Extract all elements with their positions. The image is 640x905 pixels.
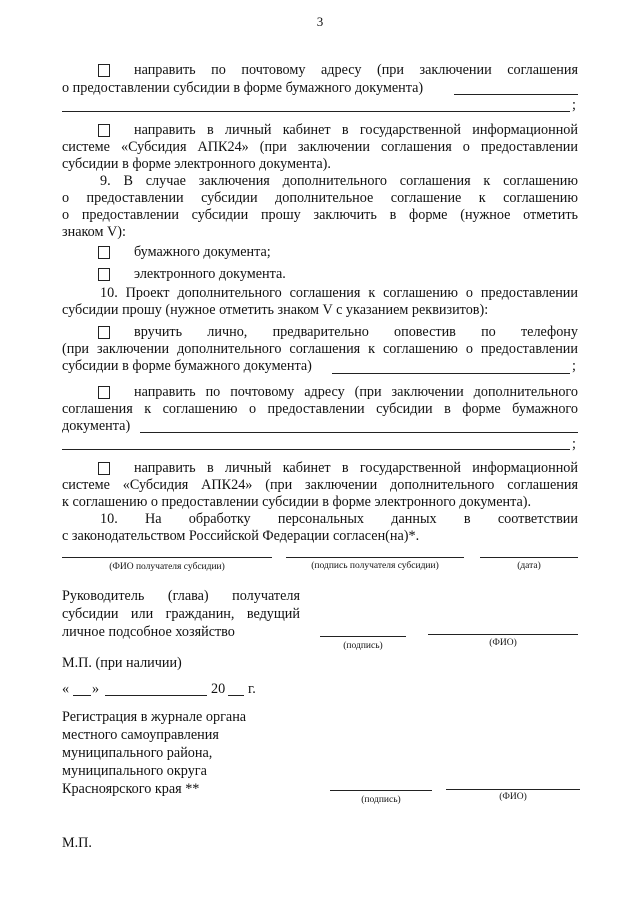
option-cabinet-line3: субсидии в форме электронного документа). — [62, 156, 331, 172]
date-close-quote: » — [92, 681, 100, 697]
checkbox-electronic[interactable] — [98, 268, 110, 281]
consent-line1: 10. На обработку персональных данных в соответствии — [100, 511, 578, 527]
item9-line1: 9. В случае заключения дополнительного соглашения к соглашению — [100, 173, 578, 189]
head-fio-caption: (ФИО) — [489, 638, 517, 648]
hand-line3: субсидии в форме бумажного документа) — [62, 358, 312, 374]
registration-fio-field[interactable] — [446, 789, 580, 790]
post2-end: ; — [572, 436, 576, 452]
date-year-field[interactable] — [228, 695, 244, 696]
checkbox-personal-cabinet[interactable] — [98, 124, 110, 137]
date-open-quote: « — [62, 681, 70, 697]
item10-line1: 10. Проект дополнительного соглашения к соглашению о предоставлении — [100, 285, 578, 301]
head-line2: субсидии или гражданин, ведущий — [62, 606, 300, 622]
registration-line4: муниципального округа — [62, 763, 207, 779]
registration-line3: муниципального района, — [62, 745, 213, 761]
registration-sign-caption: (подпись) — [361, 795, 401, 805]
post2-line2: соглашения к соглашению о предоставлении субсидии в форме бумажного — [62, 401, 578, 417]
cab2-line2: системе «Субсидия АПК24» (при заключении дополнительного соглашения — [62, 477, 578, 493]
checkbox-personal-cabinet-2[interactable] — [98, 462, 110, 475]
post-address-end: ; — [572, 97, 576, 113]
date-year-suffix: г. — [248, 681, 256, 697]
consent-line2: с законодательством Российской Федерации согласен(на)*. — [62, 528, 420, 544]
cab2-line1: направить в личный кабинет в государственной информационной — [134, 460, 578, 476]
phone-field[interactable] — [332, 373, 570, 374]
item9-line4: знаком V): — [62, 224, 126, 240]
head-sign-caption: (подпись) — [343, 641, 383, 651]
registration-sign-field[interactable] — [330, 790, 432, 791]
head-sign-field[interactable] — [320, 636, 406, 637]
checkbox-post-address[interactable] — [98, 64, 110, 77]
date-field[interactable] — [480, 557, 578, 558]
date-year-prefix: 20 — [211, 681, 226, 697]
registration-line1: Регистрация в журнале органа — [62, 709, 247, 725]
registration-line5: Красноярского края ** — [62, 781, 200, 797]
post-address-field-4[interactable] — [62, 449, 570, 450]
registration-line2: местного самоуправления — [62, 727, 219, 743]
checkbox-paper[interactable] — [98, 246, 110, 259]
date-caption: (дата) — [517, 561, 541, 571]
recipient-sign-caption: (подпись получателя субсидии) — [311, 561, 439, 571]
item9-line3: о предоставлении субсидии прошу заключить в форме (нужное отметить — [62, 207, 578, 223]
post-address-field[interactable] — [454, 94, 578, 95]
head-fio-field[interactable] — [428, 634, 578, 635]
page-number: 3 — [316, 14, 324, 29]
option-cabinet-line2: системе «Субсидия АПК24» (при заключении соглашения о предоставлении — [62, 139, 578, 155]
hand-line2: (при заключении дополнительного соглашения к соглашению о предоставлении — [62, 341, 578, 357]
option-electronic-label: электронного документа. — [134, 266, 286, 282]
post2-line3: документа) — [62, 418, 131, 434]
option-paper-label: бумажного документа; — [134, 244, 271, 260]
date-month-field[interactable] — [105, 695, 207, 696]
stamp-label-2: М.П. — [62, 835, 92, 851]
cab2-line3: к соглашению о предоставлении субсидии в форме электронного документа). — [62, 494, 532, 510]
recipient-fio-field[interactable] — [62, 557, 272, 558]
stamp-label-1: М.П. (при наличии) — [62, 655, 182, 671]
hand-end: ; — [572, 358, 576, 374]
hand-line1: вручить лично, предварительно оповестив по телефону — [134, 324, 578, 340]
option-post-line1: направить по почтовому адресу (при заключении соглашения — [134, 62, 578, 78]
head-line1: Руководитель (глава) получателя — [62, 588, 300, 604]
item10-line2: субсидии прошу (нужное отметить знаком V с указанием реквизитов): — [62, 302, 489, 318]
checkbox-post-address-2[interactable] — [98, 386, 110, 399]
option-cabinet-line1: направить в личный кабинет в государственной информационной — [134, 122, 578, 138]
date-day-field[interactable] — [73, 695, 91, 696]
item9-line2: о предоставлении субсидии дополнительное соглашение к соглашению — [62, 190, 578, 206]
post-address-field-2[interactable] — [62, 111, 570, 112]
checkbox-hand-deliver[interactable] — [98, 326, 110, 339]
head-line3: личное подсобное хозяйство — [62, 624, 235, 640]
recipient-fio-caption: (ФИО получателя субсидии) — [109, 562, 225, 572]
post-address-field-3[interactable] — [140, 432, 578, 433]
post2-line1: направить по почтовому адресу (при заключении дополнительного — [134, 384, 578, 400]
registration-fio-caption: (ФИО) — [499, 792, 527, 802]
option-post-line2: о предоставлении субсидии в форме бумажного документа) — [62, 80, 424, 96]
recipient-sign-field[interactable] — [286, 557, 464, 558]
